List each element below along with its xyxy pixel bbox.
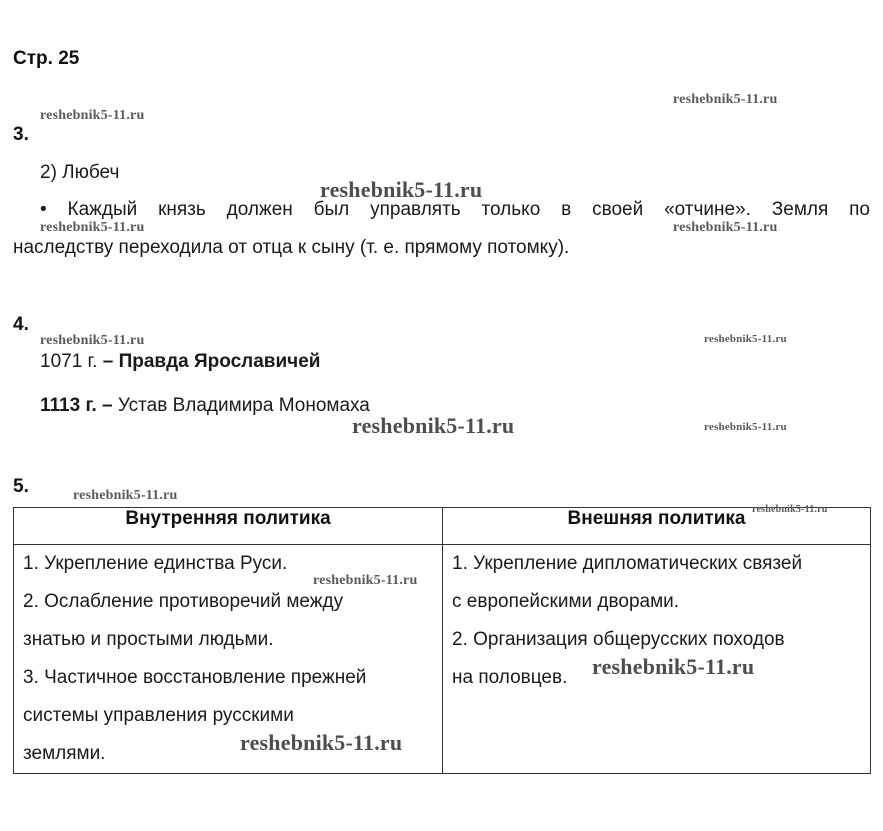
policy-table: [13, 507, 871, 774]
task-4-number: 4.: [13, 314, 29, 335]
watermark-text: reshebnik5-11.ru: [320, 177, 483, 202]
task-4-row-1-text: Правда Ярославичей: [118, 351, 321, 372]
watermark-text: reshebnik5-11.ru: [240, 730, 403, 755]
external-line: с европейскими дворами.: [452, 591, 680, 612]
task-5-number: 5.: [13, 476, 29, 497]
watermark-text: reshebnik5-11.ru: [592, 654, 755, 679]
header-internal-policy: Внутренняя политика: [14, 508, 443, 545]
external-line: 1. Укрепление дипломатических связей: [452, 553, 803, 574]
watermark-text: reshebnik5-11.ru: [40, 220, 145, 235]
task-4-row-1-year: 1071 г.: [40, 351, 98, 372]
task-4-row-1-dash: –: [97, 351, 119, 372]
external-line: 2. Организация общерусских походов: [452, 629, 785, 650]
task-4-row-1: [40, 350, 320, 374]
watermark-text: reshebnik5-11.ru: [704, 421, 787, 433]
task-3-answer: 2) Любеч: [40, 162, 120, 183]
task-4-row-2-text: Устав Владимира Мономаха: [117, 395, 370, 416]
table-header-row: [14, 508, 871, 545]
watermark-text: reshebnik5-11.ru: [752, 504, 828, 515]
external-line: на половцев.: [452, 667, 568, 688]
task-3-paragraph-line-1: • Каждый князь должен был управлять только в своей «отчине». Земля по: [40, 199, 870, 220]
task-4-row-2-dash: –: [96, 395, 118, 416]
watermark-text: reshebnik5-11.ru: [704, 333, 787, 345]
page-label: Стр. 25: [13, 48, 80, 69]
watermark-text: reshebnik5-11.ru: [73, 488, 178, 503]
watermark-text: reshebnik5-11.ru: [40, 333, 145, 348]
internal-line: системы управления русскими: [23, 705, 294, 726]
internal-line: 2. Ослабление противоречий между: [23, 591, 344, 612]
task-3-paragraph-line-2: наследству переходила от отца к сыну (т. е. прямому потомку).: [13, 237, 570, 258]
watermark-text: reshebnik5-11.ru: [313, 573, 418, 588]
internal-line: 3. Частичное восстановление прежней: [23, 667, 367, 688]
internal-line: землями.: [23, 743, 106, 764]
header-external-policy: Внешняя политика: [443, 508, 871, 545]
internal-line: 1. Укрепление единства Руси.: [23, 553, 288, 574]
task-4-row-2-year: 1113 г.: [40, 395, 97, 416]
watermark-text: reshebnik5-11.ru: [352, 413, 515, 438]
watermark-text: reshebnik5-11.ru: [673, 92, 778, 107]
task-4-row-2: [40, 394, 370, 418]
watermark-text: reshebnik5-11.ru: [673, 220, 778, 235]
task-3-number: 3.: [13, 124, 29, 145]
watermark-text: reshebnik5-11.ru: [40, 108, 145, 123]
internal-line: знатью и простыми людьми.: [23, 629, 274, 650]
